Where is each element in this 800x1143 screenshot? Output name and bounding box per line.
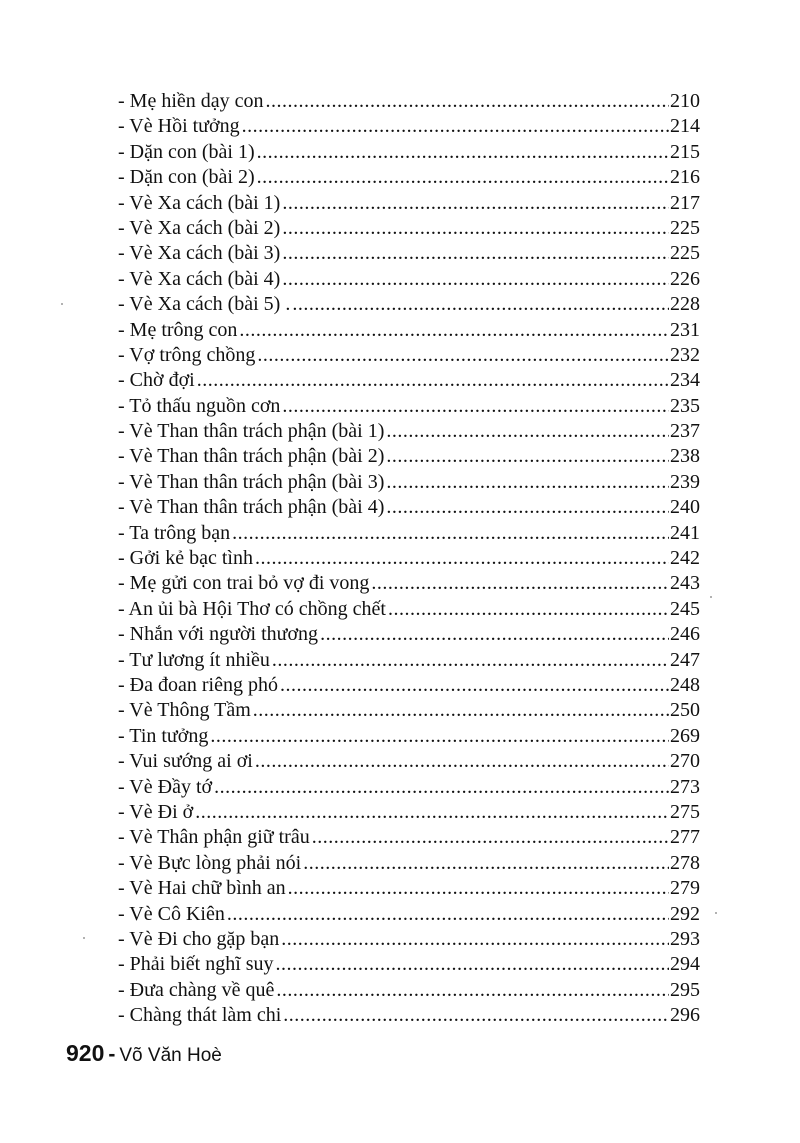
toc-entry-title: - Dặn con (bài 1) [118,140,255,163]
toc-entry [118,851,700,876]
toc-entry-page: 217 [670,191,700,214]
dot-leader [371,571,669,596]
toc-entry-page: 216 [670,166,700,189]
toc-entry-title: - Vè Xa cách (bài 2) [118,216,281,239]
toc-entry-page: 293 [670,927,700,950]
dot-leader [282,216,669,241]
toc-entry [118,419,700,444]
toc-entry [118,89,700,114]
toc-entry [118,673,700,698]
dot-leader [281,927,669,952]
toc-entry-page: 270 [670,750,700,773]
toc-entry-title: - Vè Than thân trách phận (bài 3) [118,470,385,493]
toc-entry-title: - Vè Thân phận giữ trâu [118,826,310,849]
toc-entry [118,343,700,368]
toc-entry-title: - Chờ đợi [118,369,195,392]
dot-leader [303,851,669,876]
dot-leader [282,394,669,419]
toc-entry-page: 239 [670,470,700,493]
toc-entry [118,1003,700,1028]
toc-entry [118,292,700,317]
dot-leader [388,597,669,622]
toc-entry [118,952,700,977]
toc-entry-title: - Gởi kẻ bạc tình [118,547,253,570]
page-footer [66,1038,222,1071]
dot-leader [257,165,669,190]
toc-entry-page: 234 [670,369,700,392]
toc-entry [118,825,700,850]
toc-entry-title: - Vè Xa cách (bài 3) [118,242,281,265]
toc-entry-title: - Vè Cô Kiên [118,902,225,925]
toc-entry-page: 273 [670,775,700,798]
toc-entry [118,140,700,165]
toc-entry-title: - Chàng thát làm chi [118,1004,282,1027]
toc-entry-page: 215 [670,140,700,163]
toc-entry [118,318,700,343]
dot-leader [257,140,669,165]
dot-leader [266,89,669,114]
toc-entry-page: 269 [670,724,700,747]
toc-entry-page: 245 [670,597,700,620]
toc-entry-title: - Mẹ trông con [118,318,238,341]
toc-entry-page: 294 [670,953,700,976]
dot-leader [257,343,669,368]
dot-leader [280,673,669,698]
dot-leader [386,444,669,469]
dot-leader [276,952,669,977]
toc-entry-page: 214 [670,115,700,138]
dot-leader [288,876,669,901]
dot-leader [283,1003,669,1028]
dot-leader [386,470,669,495]
toc-entry [118,876,700,901]
dot-leader [197,368,669,393]
toc-entry [118,216,700,241]
toc-entry [118,749,700,774]
toc-entry-title: - Vè Thông Tầm [118,699,251,722]
toc-entry [118,597,700,622]
dot-leader [214,775,669,800]
dot-leader [292,292,669,317]
toc-entry-page: 225 [670,242,700,265]
toc-entry [118,267,700,292]
dot-leader [210,724,669,749]
toc-entry-title: - Vè Xa cách (bài 5) . [118,293,291,316]
toc-entry-page: 275 [670,800,700,823]
dot-leader [386,495,669,520]
table-of-contents [118,89,700,1028]
toc-entry-title: - Ta trông bạn [118,521,231,544]
toc-entry-page: 292 [670,902,700,925]
toc-entry-page: 238 [670,445,700,468]
toc-entry [118,546,700,571]
toc-entry-title: - Vè Than thân trách phận (bài 1) [118,420,385,443]
toc-entry [118,648,700,673]
toc-entry-page: 243 [670,572,700,595]
toc-entry [118,368,700,393]
toc-entry-page: 279 [670,877,700,900]
toc-entry [118,495,700,520]
toc-entry [118,394,700,419]
toc-entry-title: - Vè Xa cách (bài 4) [118,267,281,290]
dot-leader [242,114,669,139]
toc-entry-page: 250 [670,699,700,722]
scan-speck [83,937,85,939]
toc-entry-title: - Vè Đầy tớ [118,775,213,798]
toc-entry-page: 296 [670,1004,700,1027]
toc-entry-page: 226 [670,267,700,290]
dot-leader [195,800,669,825]
toc-entry-title: - Vui sướng ai ơi [118,750,253,773]
toc-entry-title: - Vè Than thân trách phận (bài 4) [118,496,385,519]
toc-entry [118,902,700,927]
toc-entry-title: - Nhắn với người thương [118,623,319,646]
toc-entry-title: - Vè Bực lòng phải nói [118,851,302,874]
toc-entry-title: - Dặn con (bài 2) [118,166,255,189]
dot-leader [312,825,669,850]
scan-speck [61,303,63,305]
toc-entry-title: - Vè Hai chữ bình an [118,877,286,900]
toc-entry-title: - Đưa chàng về quê [118,978,275,1001]
toc-entry-page: 231 [670,318,700,341]
toc-entry-title: - Vè Than thân trách phận (bài 2) [118,445,385,468]
toc-entry-title: - Tư lương ít nhiều [118,648,270,671]
toc-entry-title: - Vè Xa cách (bài 1) [118,191,281,214]
scan-speck [715,912,717,914]
toc-entry [118,470,700,495]
toc-entry [118,698,700,723]
dot-leader [320,622,669,647]
dot-leader [232,521,669,546]
toc-entry [118,114,700,139]
dot-leader [255,546,669,571]
toc-entry-title: - Đa đoan riêng phó [118,673,278,696]
toc-entry [118,444,700,469]
dot-leader [227,902,669,927]
page-number: 920 [66,1040,105,1066]
toc-entry-page: 248 [670,673,700,696]
toc-entry-page: 235 [670,394,700,417]
scan-speck [710,596,712,598]
dot-leader [282,241,669,266]
toc-entry [118,800,700,825]
dot-leader [239,318,669,343]
toc-entry-page: 242 [670,547,700,570]
toc-entry-title: - Tin tưởng [118,724,209,747]
toc-entry [118,775,700,800]
toc-entry-page: 295 [670,978,700,1001]
toc-entry [118,724,700,749]
dot-leader [272,648,669,673]
toc-entry-page: 278 [670,851,700,874]
toc-entry [118,622,700,647]
toc-entry-page: 240 [670,496,700,519]
dot-leader [282,191,669,216]
toc-entry-title: - An ủi bà Hội Thơ có chồng chết [118,597,386,620]
footer-separator: - [108,1043,116,1066]
toc-entry [118,241,700,266]
dot-leader [276,978,669,1003]
toc-entry [118,927,700,952]
toc-entry-page: 232 [670,343,700,366]
toc-entry-page: 247 [670,648,700,671]
dot-leader [282,267,669,292]
toc-entry-page: 210 [670,90,700,112]
toc-entry-page: 246 [670,623,700,646]
toc-entry-title: - Mẹ gửi con trai bỏ vợ đi vong [118,572,370,595]
toc-entry [118,521,700,546]
toc-entry-title: - Mẹ hiền dạy con [118,90,264,112]
toc-entry-page: 225 [670,216,700,239]
toc-entry-title: - Phải biết nghĩ suy [118,953,274,976]
dot-leader [253,698,669,723]
dot-leader [386,419,669,444]
toc-entry-page: 241 [670,521,700,544]
toc-entry [118,571,700,596]
toc-entry-title: - Tỏ thấu nguồn cơn [118,394,281,417]
toc-entry-title: - Vè Đi cho gặp bạn [118,927,280,950]
toc-entry-title: - Vè Đi ở [118,800,194,823]
author-name: Võ Văn Hoè [119,1045,222,1066]
toc-entry-title: - Vè Hồi tưởng [118,115,240,138]
dot-leader [255,749,669,774]
toc-entry-title: - Vợ trông chồng [118,343,256,366]
toc-entry [118,978,700,1003]
toc-entry-page: 277 [670,826,700,849]
toc-entry [118,165,700,190]
toc-entry [118,191,700,216]
toc-entry-page: 237 [670,420,700,443]
toc-entry-page: 228 [670,293,700,316]
